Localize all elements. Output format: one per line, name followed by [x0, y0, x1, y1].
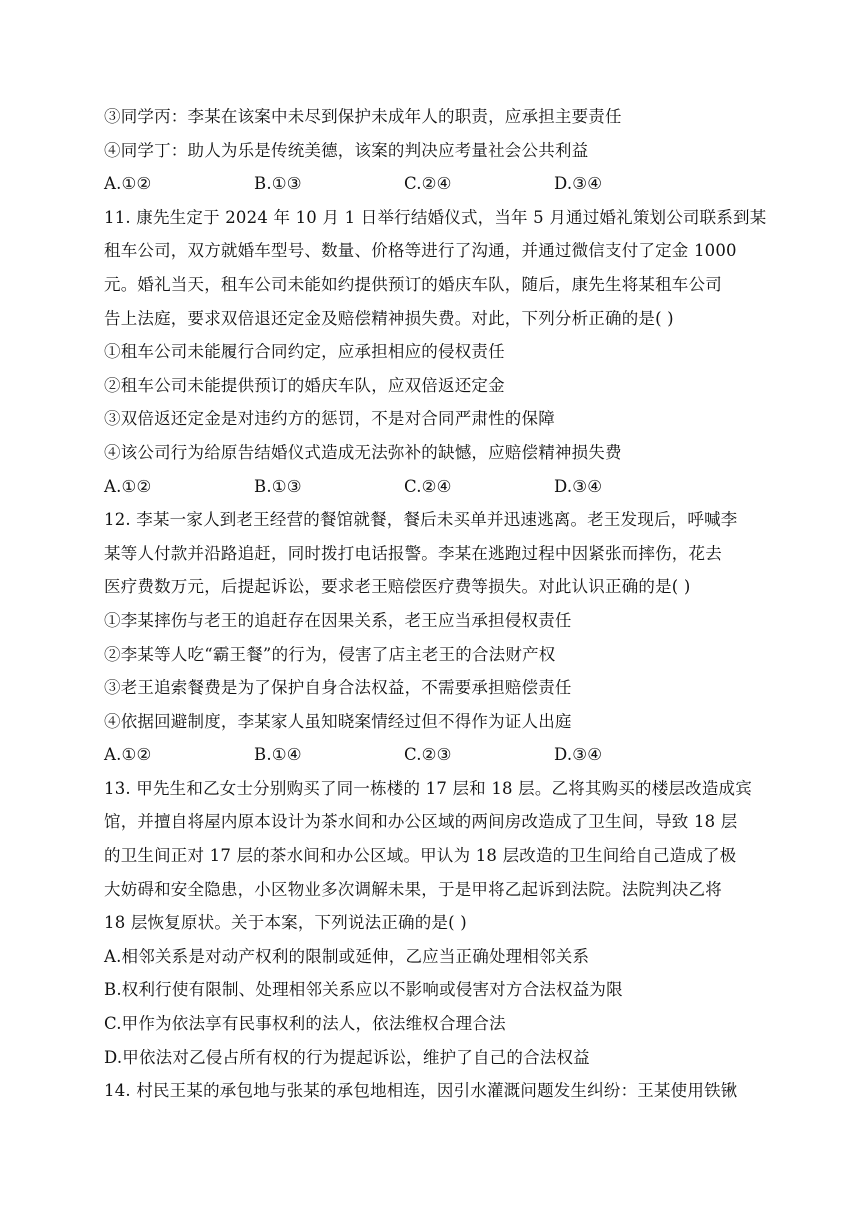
- q11-option-b: B.①③: [254, 476, 302, 496]
- q13-stem-line: 18 层恢复原状。关于本案，下列说法正确的是( ): [104, 913, 467, 933]
- question-content: [104, 100, 772, 1108]
- q11-statement-4: ④该公司行为给原告结婚仪式造成无法弥补的缺憾，应赔偿精神损失费: [104, 442, 622, 462]
- q11-stem-line: 11. 康先生定于 2024 年 10 月 1 日举行结婚仪式，当年 5 月通过婚礼策划公司联系到某: [104, 207, 767, 227]
- q12-statement-4: ④依据回避制度，李某家人虽知晓案情经过但不得作为证人出庭: [104, 711, 572, 731]
- q13-stem: [104, 772, 772, 940]
- q10-option-d: D.③④: [554, 174, 603, 194]
- q12-options: [104, 738, 772, 772]
- q12-statement-3: ③老王追索餐费是为了保护自身合法权益，不需要承担赔偿责任: [104, 678, 572, 698]
- q12-statement-1: ①李某摔伤与老王的追赶存在因果关系，老王应当承担侵权责任: [104, 610, 572, 630]
- q11-statement-1: ①租车公司未能履行合同约定，应承担相应的侵权责任: [104, 342, 505, 362]
- q12-stem-line: 某等人付款并沿路追赶，同时拨打电话报警。李某在逃跑过程中因紧张而摔伤，花去: [104, 543, 722, 563]
- q10-statement-3: ③同学丙：李某在该案中未尽到保护未成年人的职责，应承担主要责任: [104, 107, 622, 126]
- q11-stem-line: 租车公司，双方就婚车型号、数量、价格等进行了沟通，并通过微信支付了定金 1000: [104, 241, 737, 261]
- q12-stem-line: 12. 李某一家人到老王经营的餐馆就餐，餐后未买单并迅速逃离。老王发现后，呼喊李: [104, 510, 738, 530]
- q11-statement-3: ③双倍返还定金是对违约方的惩罚，不是对合同严肃性的保障: [104, 409, 555, 429]
- q10-option-b: B.①③: [254, 174, 302, 194]
- q12-stem-line: 医疗费数万元，后提起诉讼，要求老王赔偿医疗费等损失。对此认识正确的是( ): [104, 577, 691, 597]
- q11-stem-line: 元。婚礼当天，租车公司未能如约提供预订的婚庆车队，随后，康先生将某租车公司: [104, 274, 722, 294]
- q10-statement-4: ④同学丁：助人为乐是传统美德，该案的判决应考量社会公共利益: [104, 140, 589, 160]
- q11-options: [104, 470, 772, 504]
- q13-stem-line: 13. 甲先生和乙女士分别购买了同一栋楼的 17 层和 18 层。乙将其购买的楼层改造成宾: [104, 778, 752, 798]
- q11-statement-2: ②租车公司未能提供预订的婚庆车队，应双倍返还定金: [104, 375, 505, 395]
- q11-option-a: A.①②: [104, 476, 152, 496]
- q12-statement-2: ②李某等人吃“霸王餐”的行为，侵害了店主老王的合法财产权: [104, 644, 556, 664]
- q10-option-a: A.①②: [104, 174, 152, 194]
- q11-option-c: C.②④: [404, 476, 452, 496]
- q11-stem-line: 告上法庭，要求双倍退还定金及赔偿精神损失费。对此，下列分析正确的是( ): [104, 308, 674, 328]
- q13-stem-line: 馆，并擅自将屋内原本设计为茶水间和办公区域的两间房改造成了卫生间，导致 18 层: [104, 812, 738, 832]
- q12-option-c: C.②③: [404, 745, 452, 765]
- q11-option-d: D.③④: [554, 476, 603, 496]
- q12-option-b: B.①④: [254, 745, 302, 765]
- q12-stem: [104, 503, 772, 604]
- q12-option-a: A.①②: [104, 745, 152, 765]
- q13-stem-line: 的卫生间正对 17 层的茶水间和办公区域。甲认为 18 层改造的卫生间给自己造成了极: [104, 846, 737, 866]
- q12-option-d: D.③④: [554, 745, 603, 765]
- q13-choice-a: A.相邻关系是对动产权利的限制或延伸，乙应当正确处理相邻关系: [104, 946, 590, 966]
- q13-choice-b: B.权利行使有限制、处理相邻关系应以不影响或侵害对方合法权益为限: [104, 980, 623, 1000]
- q13-choice-c: C.甲作为依法享有民事权利的法人，依法维权合理合法: [104, 1014, 506, 1034]
- q13-choice-d: D.甲依法对乙侵占所有权的行为提起诉讼，维护了自己的合法权益: [104, 1047, 590, 1067]
- q10-options: [104, 167, 772, 201]
- q11-stem: [104, 201, 772, 335]
- q14-stem-line: 14. 村民王某的承包地与张某的承包地相连，因引水灌溉问题发生纠纷：王某使用铁锹: [104, 1081, 738, 1101]
- q13-stem-line: 大妨碍和安全隐患，小区物业多次调解未果，于是甲将乙起诉到法院。法院判决乙将: [104, 879, 722, 899]
- q10-option-c: C.②④: [404, 174, 452, 194]
